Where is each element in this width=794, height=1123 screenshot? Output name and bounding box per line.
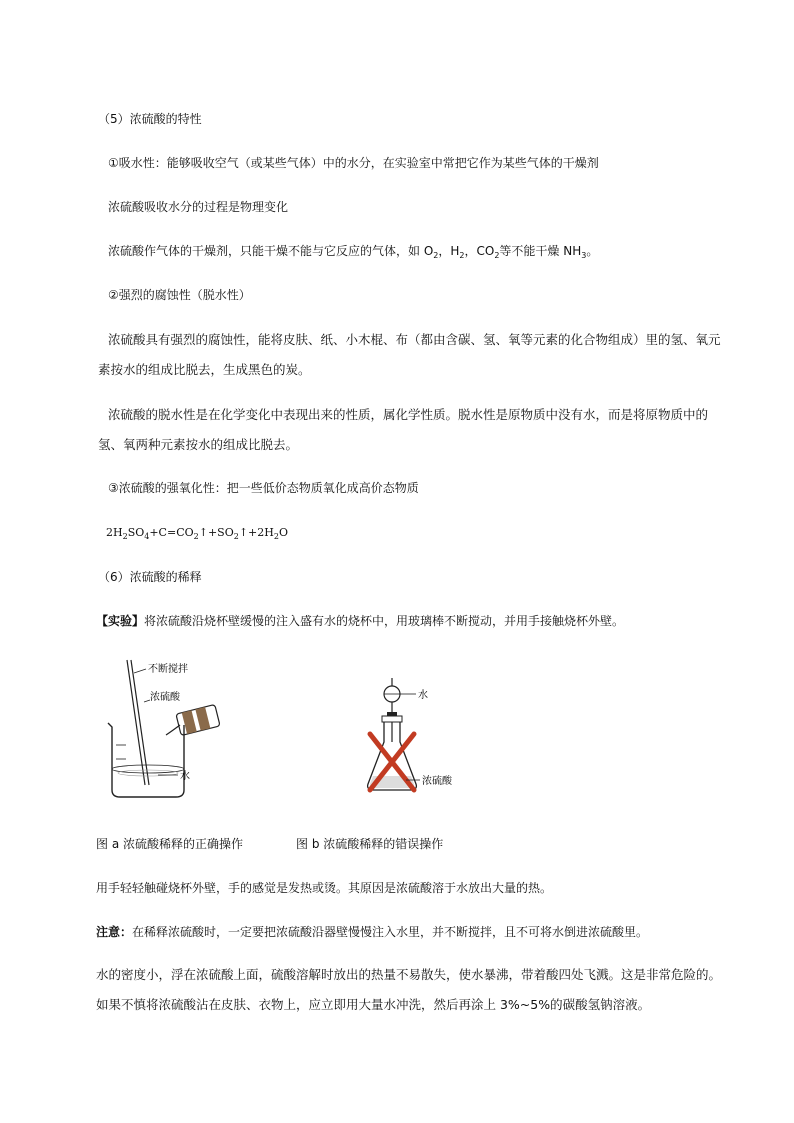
label-concentrated-acid: 浓硫酸 [150,692,180,703]
label-water: 水 [180,771,190,782]
figure-b-caption: 图 b 浓硫酸稀释的错误操作 [296,837,444,851]
dehydration-paragraph: 浓硫酸的脱水性是在化学变化中表现出来的性质，属化学性质。脱水性是原物质中没有水，而是将原物质中的氢、氧两种元素按水的组成比脱去。 [98,407,709,452]
separatory-funnel [384,678,400,742]
heat-observation-paragraph: 用手轻轻触碰烧杯外壁，手的感觉是发热或烫。其原因是浓硫酸溶于水放出大量的热。 [96,881,553,895]
drying-agent-paragraph: 浓硫酸作气体的干燥剂，只能干燥不能与它反应的气体，如 $O_2$，$H_2$，$CO_2$等不能干燥 $NH_3$。 [108,244,599,260]
corrosive-heading: ②强烈的腐蚀性（脱水性） [108,288,251,302]
glass-rod [127,660,145,785]
experiment-label: 【实验】 [96,614,145,628]
hygroscopic-paragraph: ①吸水性：能够吸收空气（或某些气体）中的水分，在实验室中常把它作为某些气体的干燥剂 [108,156,599,170]
label-water-b: 水 [418,690,428,701]
physical-change-paragraph: 浓硫酸吸收水分的过程是物理变化 [108,200,289,214]
reaction-equation: $2H_2SO_4+C=CO_2↑+SO_2↑+2H_2O$ [106,526,288,541]
note-paragraph: 注意：在稀释浓硫酸时，一定要把浓硫酸沿器壁慢慢注入水里，并不断搅拌，且不可将水倒进浓硫酸里。 [96,925,649,939]
figure-a-caption: 图 a 浓硫酸稀释的正确操作 [96,837,243,851]
corrosive-paragraph: 浓硫酸具有强烈的腐蚀性，能将皮肤、纸、小木棍、布（都由含碳、氢、氧等元素的化合物组成）里的氢、氧元素按水的组成比脱去，生成黑色的炭。 [98,332,721,377]
label-acid-b: 浓硫酸 [422,776,452,787]
note-label: 注意： [96,925,133,939]
oxidizing-heading: ③浓硫酸的强氧化性：把一些低价态物质氧化成高价态物质 [108,481,419,495]
danger-explanation-paragraph: 水的密度小，浮在浓硫酸上面，硫酸溶解时放出的热量不易散失，使水暴沸，带着酸四处飞溅。这是非常危险的。如果不慎将浓硫酸沾在皮肤、衣物上，应立即用大量水冲洗，然后再涂上 3%~5%的碳酸氢钠溶液。 [96,967,722,1012]
acid-bottle [166,704,220,735]
experiment-paragraph: 【实验】将浓硫酸沿烧杯壁缓慢的注入盛有水的烧杯中，用玻璃棒不断搅动，并用手接触烧杯外壁。 [96,614,625,628]
figure-b-wrong-dilution [360,672,470,802]
label-stirring: 不断搅拌 [148,664,188,675]
figure-a-correct-dilution [100,655,240,805]
section-5-title: （5）浓硫酸的特性 [98,112,202,126]
section-6-title: （6）浓硫酸的稀释 [98,570,202,584]
